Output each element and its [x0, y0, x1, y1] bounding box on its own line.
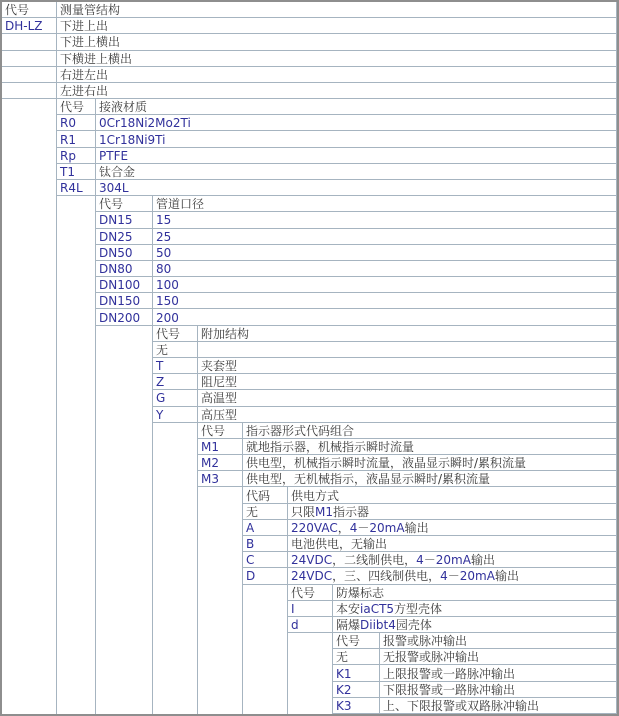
header-desc-cell: 指示器形式代码组合 [243, 423, 617, 439]
desc-cell: 304L [96, 180, 617, 196]
header-code-cell: 代码 [243, 487, 288, 503]
desc-cell: 供电型，机械指示瞬时流量，液晶显示瞬时/累积流量 [243, 455, 617, 471]
code-cell: 无 [243, 504, 288, 520]
header-desc-cell: 附加结构 [198, 326, 617, 342]
spacer-cell [243, 585, 288, 714]
desc-cell: 下横进上横出 [57, 51, 617, 67]
header-desc-cell: 报警或脉冲输出 [380, 633, 617, 649]
header-code-cell: 代号 [288, 585, 333, 601]
header-desc-cell: 接液材质 [96, 99, 617, 115]
desc-cell: 只限 M1 指示器 [288, 504, 617, 520]
desc-cell: 24VDC ，三、四线制供电， 4 － 20mA 输出 [288, 568, 617, 584]
code-cell: G [153, 390, 198, 406]
code-cell [2, 83, 57, 99]
spacer-cell [96, 326, 153, 714]
code-cell: R0 [57, 115, 96, 131]
desc-cell: 本安 iaCT5 方型壳体 [333, 601, 617, 617]
code-cell [2, 51, 57, 67]
header-desc-cell: 管道口径 [153, 196, 617, 212]
desc-cell: 25 [153, 229, 617, 245]
code-cell: T [153, 358, 198, 374]
desc-cell: 就地指示器，机械指示瞬时流量 [243, 439, 617, 455]
code-cell: B [243, 536, 288, 552]
code-cell: 无 [153, 342, 198, 358]
spacer-cell [288, 633, 333, 714]
code-cell: R4L [57, 180, 96, 196]
desc-cell: 无报警或脉冲输出 [380, 649, 617, 665]
code-cell: K2 [333, 682, 380, 698]
code-cell: DN200 [96, 309, 153, 325]
desc-cell: 上、下限报警或双路脉冲输出 [380, 698, 617, 714]
desc-cell: 15 [153, 212, 617, 228]
desc-cell: 下进上横出 [57, 34, 617, 50]
header-code-cell: 代号 [96, 196, 153, 212]
code-cell: K1 [333, 665, 380, 681]
desc-cell: 上限报警或一路脉冲输出 [380, 665, 617, 681]
desc-cell: 200 [153, 309, 617, 325]
code-cell: DN15 [96, 212, 153, 228]
desc-cell: 50 [153, 245, 617, 261]
desc-cell: 左进右出 [57, 83, 617, 99]
desc-cell: PTFE [96, 148, 617, 164]
code-cell: C [243, 552, 288, 568]
code-cell: DN150 [96, 293, 153, 309]
spacer-cell [57, 196, 96, 714]
desc-cell: 150 [153, 293, 617, 309]
code-cell: 无 [333, 649, 380, 665]
code-cell: K3 [333, 698, 380, 714]
code-cell [2, 34, 57, 50]
desc-cell: 隔爆 Diibt4 园壳体 [333, 617, 617, 633]
header-desc-cell: 测量管结构 [57, 2, 617, 18]
header-desc-cell: 供电方式 [288, 487, 617, 503]
desc-cell: 下限报警或一路脉冲输出 [380, 682, 617, 698]
desc-cell: 电池供电，无输出 [288, 536, 617, 552]
code-cell: R1 [57, 131, 96, 147]
desc-cell: 高温型 [198, 390, 617, 406]
desc-cell: 下进上出 [57, 18, 617, 34]
code-cell: d [288, 617, 333, 633]
code-cell: M1 [198, 439, 243, 455]
code-cell: M3 [198, 471, 243, 487]
header-code-cell: 代号 [57, 99, 96, 115]
code-cell: DH-LZ [2, 18, 57, 34]
header-code-cell: 代号 [198, 423, 243, 439]
code-cell: D [243, 568, 288, 584]
code-cell: Y [153, 407, 198, 423]
desc-cell: 0Cr18Ni2Mo2Ti [96, 115, 617, 131]
spacer-cell [2, 99, 57, 714]
header-code-cell: 代号 [333, 633, 380, 649]
code-cell: I [288, 601, 333, 617]
desc-cell: 24VDC ，二线制供电， 4 － 20mA 输出 [288, 552, 617, 568]
code-cell: DN25 [96, 229, 153, 245]
desc-cell [198, 342, 617, 358]
spacer-cell [153, 423, 198, 714]
code-cell: DN100 [96, 277, 153, 293]
desc-cell: 220VAC ， 4 － 20mA 输出 [288, 520, 617, 536]
spacer-cell [198, 487, 243, 714]
desc-cell: 右进左出 [57, 67, 617, 83]
desc-cell: 阻尼型 [198, 374, 617, 390]
desc-cell: 100 [153, 277, 617, 293]
desc-cell: 80 [153, 261, 617, 277]
code-cell: T1 [57, 164, 96, 180]
code-cell [2, 67, 57, 83]
desc-cell: 供电型，无机械指示，液晶显示瞬时/累积流量 [243, 471, 617, 487]
code-cell: Rp [57, 148, 96, 164]
desc-cell: 高压型 [198, 407, 617, 423]
header-code-cell: 代号 [2, 2, 57, 18]
header-desc-cell: 防爆标志 [333, 585, 617, 601]
code-cell: Z [153, 374, 198, 390]
header-code-cell: 代号 [153, 326, 198, 342]
code-cell: A [243, 520, 288, 536]
desc-cell: 钛合金 [96, 164, 617, 180]
desc-cell: 1Cr18Ni9Ti [96, 131, 617, 147]
code-cell: DN80 [96, 261, 153, 277]
desc-cell: 夹套型 [198, 358, 617, 374]
code-cell: DN50 [96, 245, 153, 261]
code-cell: M2 [198, 455, 243, 471]
